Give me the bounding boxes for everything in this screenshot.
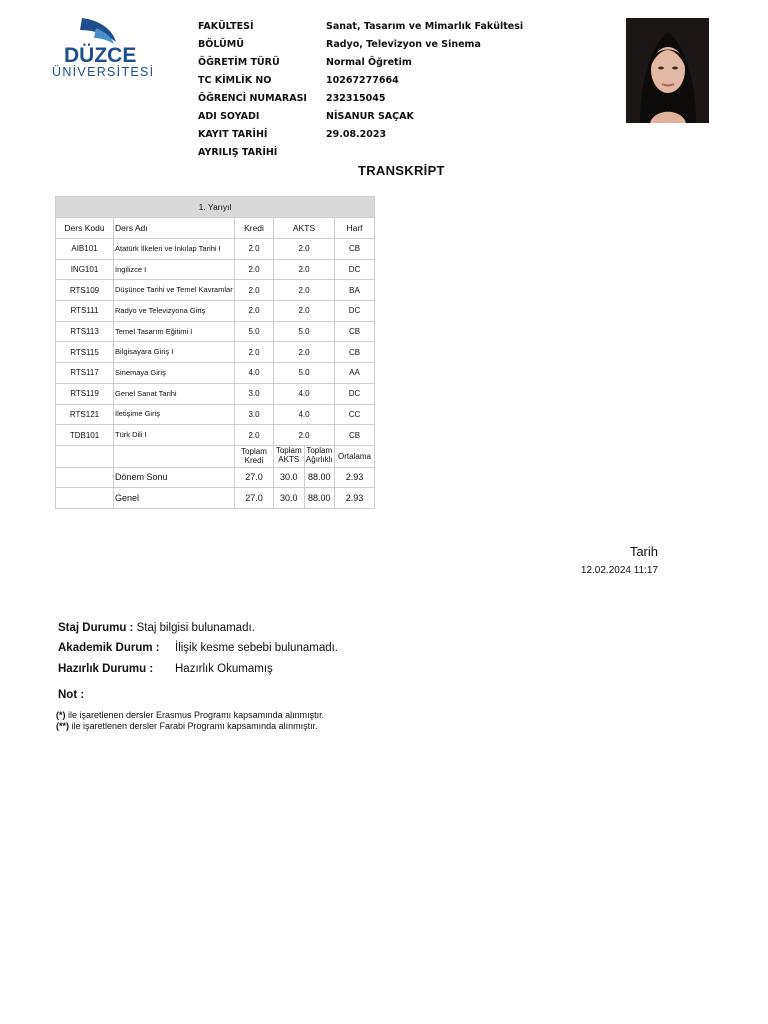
summary-header-pair [274,445,335,467]
akademik-value: İlişik kesme sebebi bulunamadı. [175,642,338,654]
footnote [56,721,324,732]
course-code: RTS117 [56,363,114,384]
date-value: 12.02.2024 11:17 [580,565,658,576]
footnotes [56,710,324,732]
info-label: FAKÜLTESİ [198,21,254,32]
info-value: NİSANUR SAÇAK [326,111,414,122]
table-row [56,425,375,446]
course-akts: 2.0 [274,425,335,446]
course-akts: 5.0 [274,363,335,384]
empty-cell [56,467,114,488]
hazirlik-label: Hazırlık Durumu : [58,663,154,675]
student-photo [626,18,709,123]
course-name: Sinemaya Giriş [114,363,235,384]
course-name: İngilizce I [114,259,235,280]
course-grade: AA [335,363,375,384]
course-credit: 3.0 [235,383,274,404]
info-label: BÖLÜMÜ [198,39,244,50]
course-credit: 2.0 [235,280,274,301]
university-logo [50,14,155,80]
course-name: Atatürk İlkeleri ve İnkılap Tarihi I [114,239,235,260]
course-akts: 4.0 [274,404,335,425]
course-code: RTS115 [56,342,114,363]
summary-header: Toplam Kredi [235,445,274,467]
info-label: ADI SOYADI [198,111,260,122]
course-credit: 2.0 [235,342,274,363]
column-header: Ders Adı [114,218,235,239]
column-header: Ders Kodu [56,218,114,239]
logo-emblem-icon [50,14,150,48]
course-name: Genel Sanat Tarihi [114,383,235,404]
info-row [198,111,523,129]
not-label: Not : [58,689,85,701]
course-akts: 2.0 [274,342,335,363]
empty-cell [56,488,114,509]
column-header: Kredi [235,218,274,239]
summary-header: Ortalama [335,445,375,467]
course-akts: 4.0 [274,383,335,404]
course-credit: 2.0 [235,425,274,446]
info-row [198,129,523,147]
course-akts: 2.0 [274,259,335,280]
table-row [56,383,375,404]
table-row [56,342,375,363]
summary-average: 2.93 [335,488,375,509]
course-credit: 3.0 [235,404,274,425]
summary-label: Dönem Sonu [114,467,235,488]
table-row [56,321,375,342]
summary-akts: 30.0 [274,488,305,508]
summary-akts: 30.0 [274,468,305,488]
table-row [56,239,375,260]
summary-credit: 27.0 [235,488,274,509]
course-name: Temel Tasarım Eğitimi I [114,321,235,342]
akademik-label: Akademik Durum : [58,642,160,654]
course-grade: CB [335,342,375,363]
summary-pair [274,467,335,488]
course-code: ING101 [56,259,114,280]
info-row [198,57,523,75]
summary-average: 2.93 [335,467,375,488]
summary-weighted: 88.00 [307,493,331,504]
table-row [56,259,375,280]
course-code: RTS121 [56,404,114,425]
course-grade: CB [335,239,375,260]
summary-row [56,467,375,488]
info-row [198,93,523,111]
summary-row [56,488,375,509]
summary-header: Toplam Ağırlıklı [305,445,333,464]
info-label: KAYIT TARİHİ [198,129,268,140]
course-code: AIB101 [56,239,114,260]
logo-text-line1: DÜZCE [64,44,137,67]
course-grade: CB [335,321,375,342]
course-akts: 2.0 [274,239,335,260]
summary-pair [274,488,335,509]
info-value: 29.08.2023 [326,129,387,140]
footnote [56,710,324,721]
summary-label: Genel [114,488,235,509]
info-label: TC KİMLİK NO [198,75,272,86]
hazirlik-status [58,663,273,675]
column-header: AKTS [274,218,335,239]
info-value: 232315045 [326,93,386,104]
table-header-row [56,218,375,239]
course-grade: DC [335,383,375,404]
info-row [198,75,523,93]
course-name: Türk Dili I [114,425,235,446]
course-credit: 2.0 [235,301,274,322]
course-code: RTS119 [56,383,114,404]
info-label: ÖĞRENCİ NUMARASI [198,93,307,104]
transcript-table [55,196,375,509]
course-name: İletişime Giriş [114,404,235,425]
column-header: Harf [335,218,375,239]
info-label: AYRILIŞ TARİHİ [198,147,278,158]
table-row [56,280,375,301]
summary-header: Toplam AKTS [274,446,305,467]
course-akts: 5.0 [274,321,335,342]
info-row [198,21,523,39]
staj-status [58,622,255,634]
info-row [198,39,523,57]
course-code: RTS111 [56,301,114,322]
table-row [56,363,375,384]
portrait-icon [626,18,709,123]
course-credit: 2.0 [235,259,274,280]
info-value: Normal Öğretim [326,57,412,68]
course-name: Radyo ve Televizyona Giriş [114,301,235,322]
course-name: Bilgisayara Giriş I [114,342,235,363]
summary-weighted: 88.00 [307,472,331,483]
not-section [58,689,84,701]
course-grade: CC [335,404,375,425]
summary-credit: 27.0 [235,467,274,488]
info-value: Sanat, Tasarım ve Mimarlık Fakültesi [326,21,524,32]
course-grade: CB [335,425,375,446]
logo-text-line2: ÜNİVERSİTESİ [52,65,155,79]
footnote-text: ile işaretlenen dersler Erasmus Programı kapsamında alınmıştır. [65,710,325,720]
course-credit: 5.0 [235,321,274,342]
empty-cell [114,445,235,467]
course-code: TDB101 [56,425,114,446]
date-label: Tarih [629,544,658,559]
staj-value: Staj bilgisi bulunamadı. [136,622,255,634]
course-akts: 2.0 [274,280,335,301]
table-row [56,404,375,425]
summary-header-row [56,445,375,467]
footnote-mark: (**) [56,721,69,731]
akademik-status [58,642,338,654]
course-name: Düşünce Tarihi ve Temel Kavramlar [114,280,235,301]
course-credit: 4.0 [235,363,274,384]
course-akts: 2.0 [274,301,335,322]
course-grade: BA [335,280,375,301]
page-title: TRANSKRİPT [358,163,445,178]
course-grade: DC [335,259,375,280]
hazirlik-value: Hazırlık Okumamış [175,663,273,675]
empty-cell [56,445,114,467]
footnote-mark: (*) [56,710,66,720]
footnote-text: ile işaretlenen dersler Farabi Programı kapsamında alınmıştır. [69,721,318,731]
course-grade: DC [335,301,375,322]
info-label: ÖĞRETİM TÜRÜ [198,57,280,68]
staj-label: Staj Durumu : [58,622,134,634]
semester-header-row [56,197,375,218]
info-value: 10267277664 [326,75,399,86]
semester-title: 1. Yarıyıl [56,197,375,218]
student-info [198,21,523,165]
table-row [56,301,375,322]
info-value: Radyo, Televizyon ve Sinema [326,39,481,50]
course-credit: 2.0 [235,239,274,260]
course-code: RTS109 [56,280,114,301]
course-code: RTS113 [56,321,114,342]
